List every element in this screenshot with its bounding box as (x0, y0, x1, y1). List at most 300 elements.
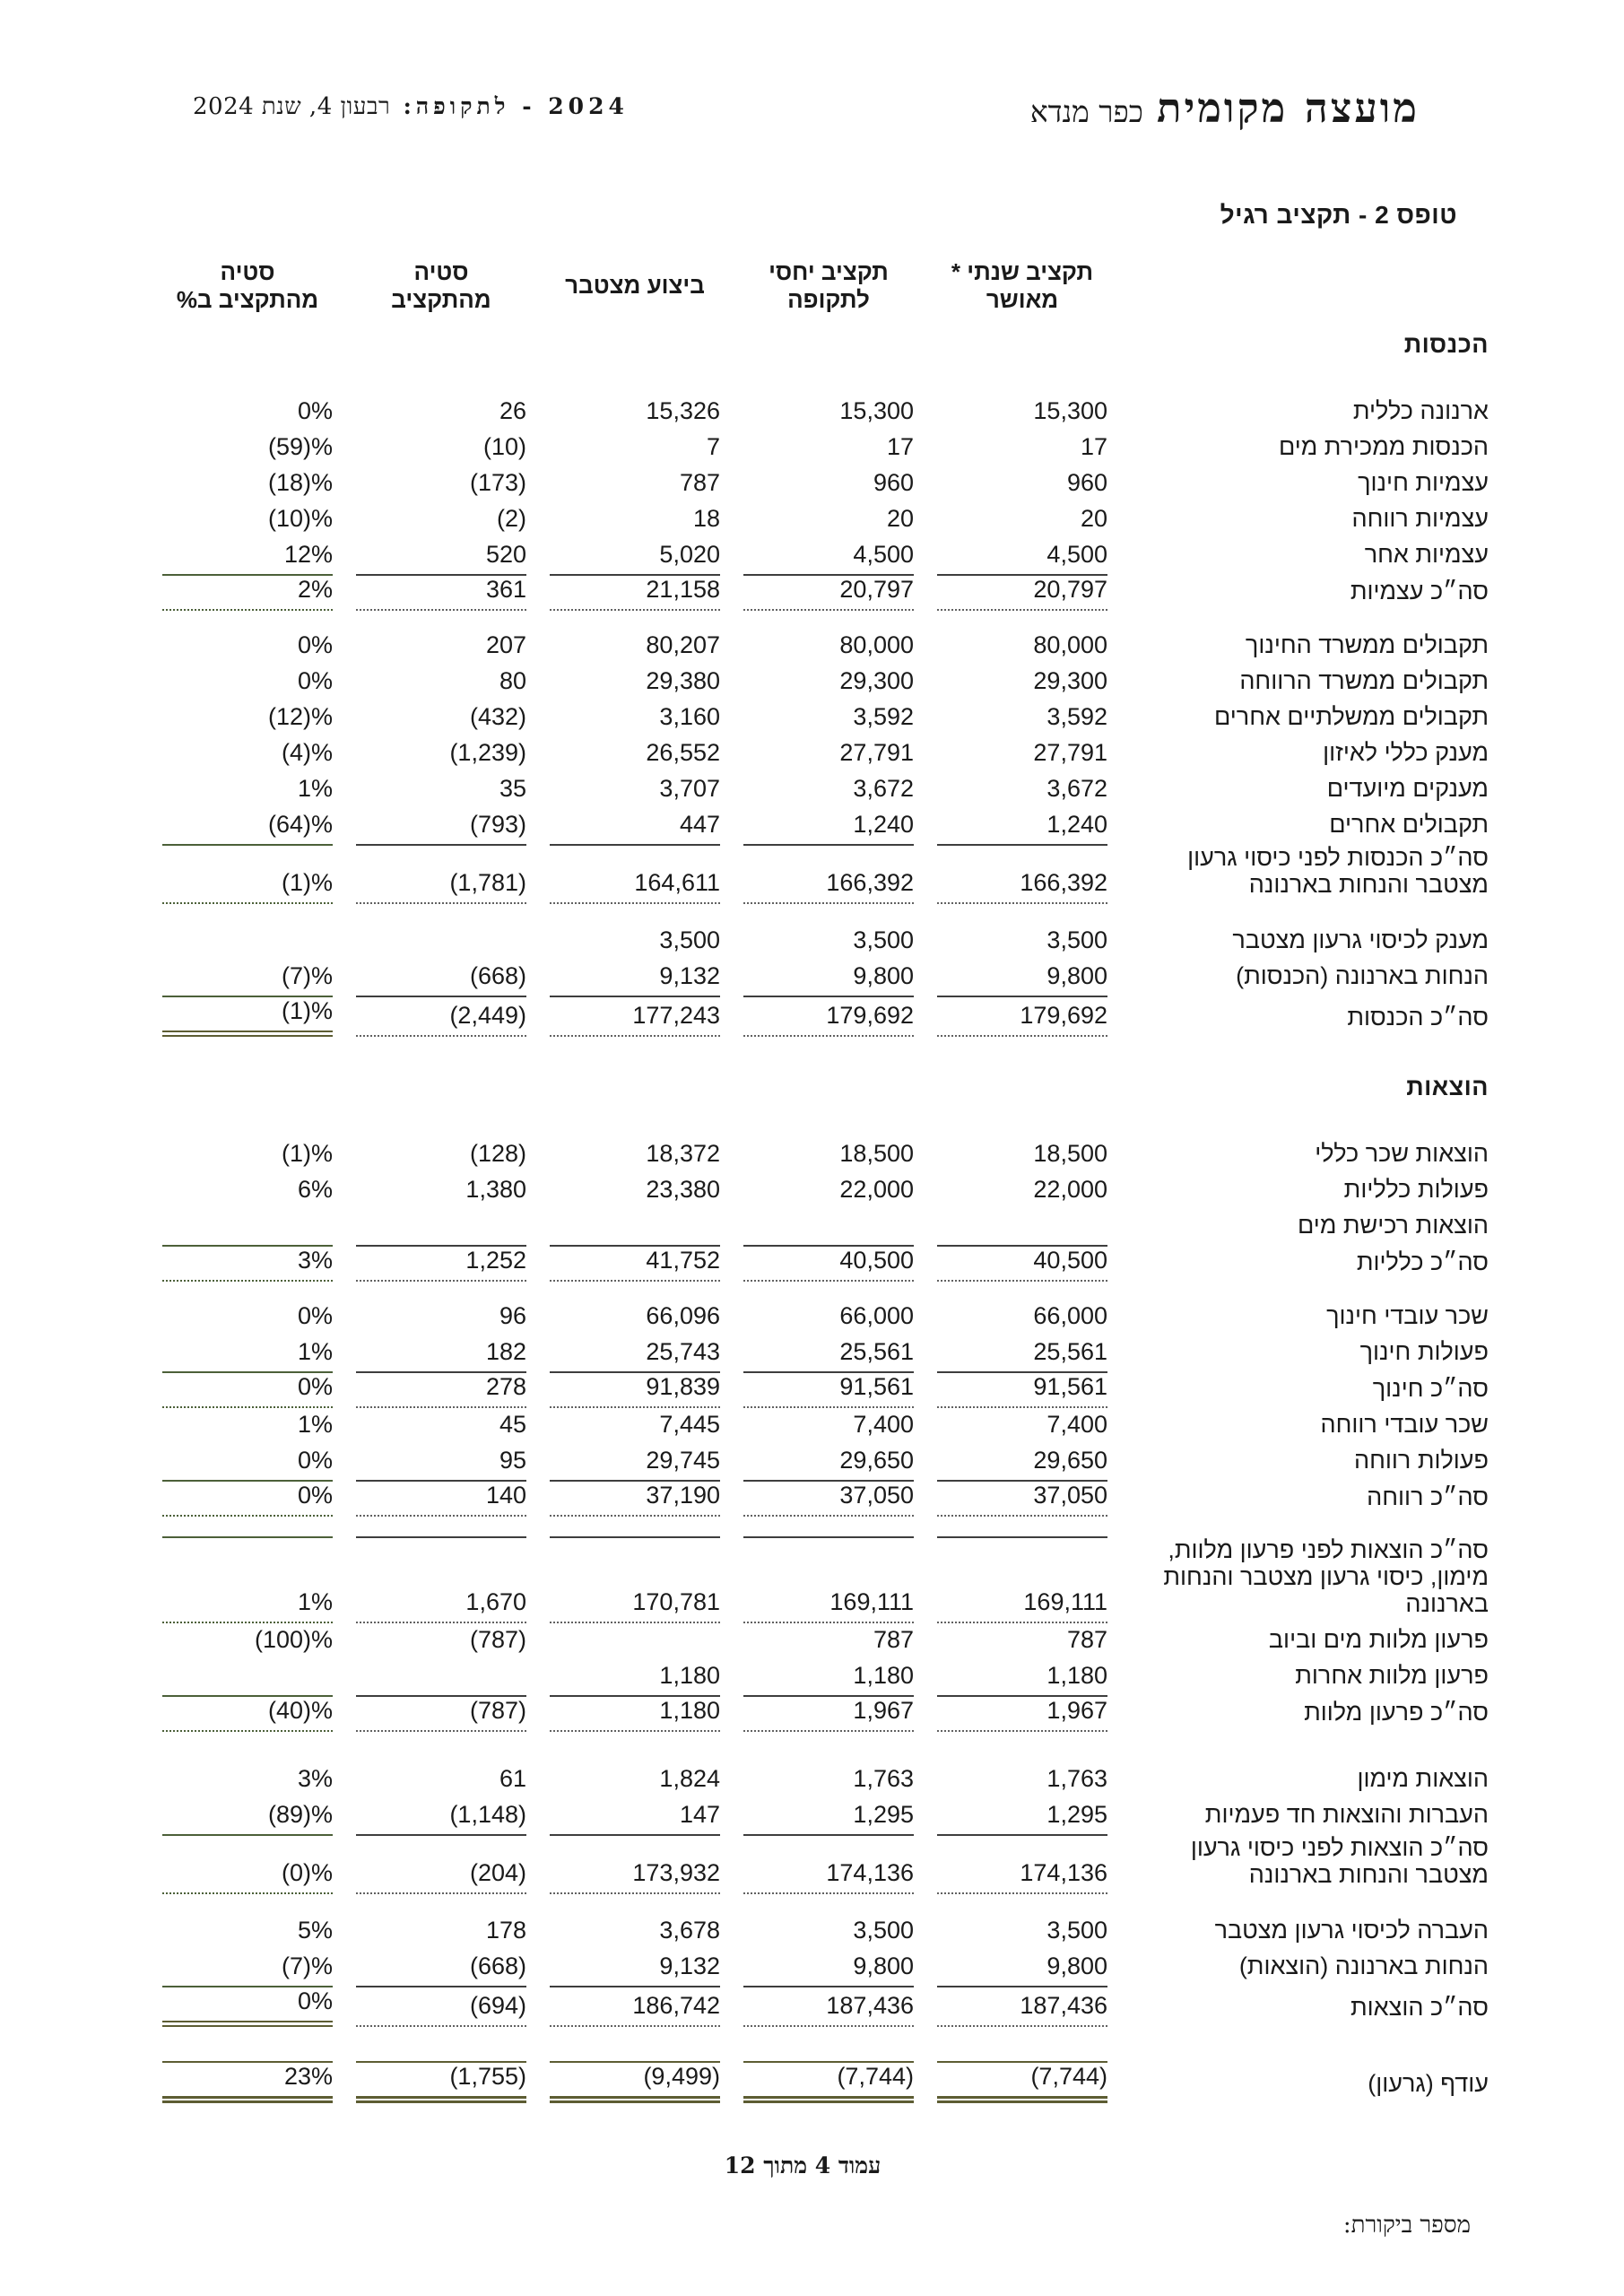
cell-deviation-pct: (10)% (267, 505, 333, 532)
row-label-line: סה״כ פרעון מלוות (1304, 1699, 1489, 1726)
cell-period-budget: 3,500 (853, 926, 914, 953)
cell-annual-budget (937, 1209, 1107, 1245)
cell-deviation-pct (162, 1659, 333, 1695)
cell-period-budget: 9,800 (853, 962, 914, 989)
cell-period-budget: 27,791 (839, 739, 914, 766)
row-label-line: סה״כ כלליות (1356, 1248, 1489, 1275)
cell-deviation-pct: (1)% (162, 996, 333, 1037)
cell-cumulative-actual: 3,707 (659, 775, 720, 802)
cell-cumulative-actual: 18 (692, 505, 720, 532)
spacer-cell (162, 314, 1489, 328)
table-row (162, 808, 1489, 844)
row-label (1131, 736, 1489, 772)
cell-deviation-pct: (59)% (267, 433, 333, 460)
cell-period-budget: 20 (886, 505, 914, 532)
row-label-line: העברות והוצאות חד פעמיות (1204, 1801, 1489, 1828)
cell-annual-budget: 80,000 (1033, 631, 1107, 658)
row-label (1131, 1834, 1489, 1894)
header-line: מאושר (986, 286, 1059, 313)
cell-annual-budget: 787 (1066, 1626, 1107, 1653)
row-label-line: עצמיות רווחה (1351, 505, 1489, 532)
cell-deviation: (787) (356, 1695, 526, 1732)
cell-deviation: (668) (469, 1952, 526, 1979)
row-label (1131, 1536, 1489, 1623)
cell-annual-budget: 3,500 (1046, 926, 1107, 953)
cell-annual-budget: 3,592 (1046, 703, 1107, 730)
table-row (162, 1300, 1489, 1335)
row-label (1131, 1950, 1489, 1986)
cell-deviation: 1,380 (465, 1176, 526, 1203)
budget-table (139, 258, 1512, 2103)
row-label (1131, 1300, 1489, 1335)
cell-deviation: 278 (356, 1371, 526, 1408)
cell-annual-budget: 3,500 (1046, 1917, 1107, 1944)
cell-period-budget: 960 (873, 469, 914, 496)
cell-cumulative-actual: 186,742 (550, 1986, 720, 2027)
row-label-line: תקבולים ממשלתיים אחרים (1214, 703, 1489, 730)
cell-deviation: 80 (499, 667, 526, 694)
cell-annual-budget: 40,500 (937, 1245, 1107, 1282)
spacer-row (162, 1282, 1489, 1300)
cell-annual-budget: 15,300 (1033, 397, 1107, 424)
cell-annual-budget: 179,692 (937, 996, 1107, 1037)
audit-number-label: מספר ביקורת: (1342, 2212, 1471, 2239)
cell-deviation-pct: (40)% (162, 1695, 333, 1732)
section-title: הוצאות (1406, 1074, 1489, 1100)
cell-annual-budget: 29,300 (1033, 667, 1107, 694)
row-label-line: הנחות בארנונה (הכנסות) (1236, 962, 1489, 989)
row-label (1131, 574, 1489, 611)
cell-annual-budget: 9,800 (1046, 962, 1107, 989)
spacer-row (162, 611, 1489, 629)
cell-deviation: (204) (356, 1834, 526, 1894)
cell-annual-budget: 20,797 (937, 574, 1107, 611)
cell-annual-budget: 22,000 (1033, 1176, 1107, 1203)
cell-period-budget: 22,000 (839, 1176, 914, 1203)
cell-period-budget: 3,500 (853, 1917, 914, 1944)
cell-period-budget: 29,300 (839, 667, 914, 694)
row-label-line: תקבולים ממשרד הרווחה (1239, 667, 1489, 694)
row-label (1131, 1798, 1489, 1834)
page-number: עמוד 4 מתוך 12 (724, 2152, 881, 2179)
row-label (1131, 844, 1489, 904)
cell-deviation-pct: (7)% (281, 1952, 333, 1979)
cell-annual-budget: 29,650 (1033, 1447, 1107, 1474)
section-row (162, 328, 1489, 364)
cell-cumulative-actual: 1,180 (659, 1662, 720, 1689)
cell-deviation-pct: (7)% (281, 962, 333, 989)
cell-cumulative-actual: 173,932 (550, 1834, 720, 1894)
cell-period-budget: 169,111 (743, 1536, 914, 1623)
cell-deviation: 35 (499, 775, 526, 802)
cell-period-budget (743, 1209, 914, 1245)
cell-deviation-pct: 0% (297, 1302, 333, 1329)
cell-period-budget: 179,692 (743, 996, 914, 1037)
row-label (1131, 629, 1489, 665)
cell-deviation: 361 (356, 574, 526, 611)
row-label (1131, 502, 1489, 538)
spacer-row (162, 314, 1489, 328)
cell-annual-budget: 3,672 (1046, 775, 1107, 802)
cell-deviation: (787) (469, 1626, 526, 1653)
cell-deviation: (128) (469, 1140, 526, 1167)
cell-cumulative-actual: 26,552 (646, 739, 720, 766)
table-row (162, 1173, 1489, 1209)
row-label-line: הוצאות שכר כללי (1315, 1140, 1489, 1167)
cell-deviation-pct: 1% (297, 1338, 333, 1365)
cell-annual-budget: 187,436 (937, 1986, 1107, 2027)
cell-annual-budget: 66,000 (1033, 1302, 1107, 1329)
spacer-row (162, 904, 1489, 924)
row-label (1131, 1408, 1489, 1444)
header-line: מהתקציב (391, 286, 491, 313)
cell-deviation-pct: 1% (162, 1536, 333, 1623)
cell-period-budget: 4,500 (853, 541, 914, 568)
spacer-cell (162, 904, 1489, 924)
cell-deviation-pct: 3% (162, 1245, 333, 1282)
table-row (162, 574, 1489, 611)
cell-period-budget: 29,650 (839, 1447, 914, 1474)
cell-deviation-pct: 2% (162, 574, 333, 611)
cell-deviation-pct: (1)% (281, 1140, 333, 1167)
cell-deviation-pct: 0% (162, 1480, 333, 1517)
cell-cumulative-actual: (9,499) (550, 2061, 720, 2103)
row-label (1131, 924, 1489, 960)
row-label-line: שכר עובדי חינוך (1326, 1302, 1489, 1329)
spacer-row (162, 1107, 1489, 1137)
spacer-row (162, 1732, 1489, 1762)
table-row (162, 844, 1489, 904)
cell-deviation: 26 (499, 397, 526, 424)
row-label (1131, 1914, 1489, 1950)
cell-period-budget: (7,744) (743, 2061, 914, 2103)
report-period (193, 93, 629, 120)
cell-deviation-pct: 6% (297, 1176, 333, 1203)
spacer-cell (162, 1037, 1489, 1071)
table-row (162, 1950, 1489, 1986)
cell-cumulative-actual: 447 (679, 811, 720, 838)
row-label (1131, 1137, 1489, 1173)
cell-period-budget: 1,295 (853, 1801, 914, 1828)
header-line: סטיה (413, 258, 469, 285)
row-label-line: סה״כ הכנסות לפני כיסוי גרעון (1187, 844, 1489, 871)
row-label-line: פרעון מלוות אחרות (1295, 1662, 1489, 1689)
header-deviation (356, 258, 526, 314)
cell-period-budget: 174,136 (743, 1834, 914, 1894)
table-row (162, 1798, 1489, 1834)
cell-deviation: 140 (356, 1480, 526, 1517)
row-label (1131, 1623, 1489, 1659)
row-label (1131, 1480, 1489, 1517)
cell-deviation-pct: 0% (162, 1371, 333, 1408)
row-label-line: שכר עובדי רווחה (1320, 1411, 1489, 1438)
cell-period-budget: 166,392 (743, 844, 914, 904)
table-header (162, 258, 1489, 314)
row-label-line: עודף (גרעון) (1368, 2070, 1489, 2097)
cell-annual-budget: 174,136 (937, 1834, 1107, 1894)
table-row (162, 1695, 1489, 1732)
table-row (162, 629, 1489, 665)
cell-deviation: (2,449) (356, 996, 526, 1037)
cell-cumulative-actual: 15,326 (646, 397, 720, 424)
spacer-cell (162, 1517, 1489, 1536)
cell-period-budget: 25,561 (839, 1338, 914, 1365)
table-row (162, 1659, 1489, 1695)
header-line: ביצוע מצטבר (565, 272, 705, 299)
cell-deviation-pct: 0% (297, 631, 333, 658)
table-row (162, 2061, 1489, 2103)
row-label-line: עצמיות חינוך (1358, 469, 1489, 496)
cell-deviation: (173) (469, 469, 526, 496)
cell-cumulative-actual: 37,190 (550, 1480, 720, 1517)
spacer-row (162, 1894, 1489, 1914)
cell-deviation: (694) (356, 1986, 526, 2027)
row-label-line: פעולות כלליות (1343, 1176, 1489, 1203)
cell-deviation: 520 (485, 541, 526, 568)
row-label-line: תקבולים ממשרד החינוך (1245, 631, 1489, 658)
row-label (1131, 808, 1489, 844)
spacer-cell (162, 611, 1489, 629)
budget-table-body (162, 314, 1489, 2103)
header-cumulative-actual (550, 258, 720, 314)
cell-deviation: 96 (499, 1302, 526, 1329)
table-row (162, 772, 1489, 808)
cell-deviation-pct: 0% (297, 667, 333, 694)
header-line: סטיה (220, 258, 275, 285)
row-label-line: מצטבר והנחות בארנונה (1248, 871, 1489, 898)
form-title: טופס 2 - תקציב רגיל (1220, 201, 1457, 229)
cell-deviation: 95 (499, 1447, 526, 1474)
cell-deviation-pct: 12% (283, 541, 333, 568)
cell-annual-budget: 960 (1066, 469, 1107, 496)
cell-annual-budget: 9,800 (1046, 1952, 1107, 1979)
row-label-line: סה״כ הכנסות (1347, 1004, 1489, 1031)
header-line: תקציב יחסי (769, 258, 889, 285)
row-label (1131, 1371, 1489, 1408)
cell-deviation: 182 (485, 1338, 526, 1365)
cell-deviation-pct: 5% (297, 1917, 333, 1944)
council-type: מועצה מקומית (1157, 84, 1420, 132)
cell-deviation: 178 (485, 1917, 526, 1944)
row-label (1131, 1173, 1489, 1209)
cell-deviation-pct: 1% (297, 775, 333, 802)
cell-cumulative-actual: 66,096 (646, 1302, 720, 1329)
row-label (1131, 1444, 1489, 1480)
table-row (162, 1986, 1489, 2027)
cell-deviation: 1,670 (356, 1536, 526, 1623)
cell-annual-budget: 169,111 (937, 1536, 1107, 1623)
row-label (1131, 1335, 1489, 1371)
row-label (1131, 395, 1489, 430)
cell-cumulative-actual: 7 (706, 433, 720, 460)
cell-annual-budget: 4,500 (1046, 541, 1107, 568)
cell-period-budget: 187,436 (743, 1986, 914, 2027)
cell-period-budget: 15,300 (839, 397, 914, 424)
table-row (162, 700, 1489, 736)
cell-period-budget: 91,561 (743, 1371, 914, 1408)
cell-deviation-pct: 23% (162, 2061, 333, 2103)
row-label (1131, 996, 1489, 1037)
table-row (162, 430, 1489, 466)
spacer-row (162, 1037, 1489, 1071)
cell-deviation: 61 (499, 1765, 526, 1792)
period-value: רבעון 4, שנת 2024 (193, 93, 391, 120)
row-label-line: מימון, כיסוי גרעון מצטבר והנחות (1163, 1563, 1489, 1590)
table-row (162, 502, 1489, 538)
table-row (162, 1444, 1489, 1480)
table-row (162, 996, 1489, 1037)
row-label-line: מענקים מיועדים (1326, 775, 1489, 802)
cell-deviation: (1,148) (449, 1801, 526, 1828)
table-row (162, 1623, 1489, 1659)
row-label-line: ארנונה כללית (1352, 397, 1489, 424)
cell-deviation-pct: 1% (297, 1411, 333, 1438)
header-label-spacer (1131, 258, 1489, 314)
cell-cumulative-actual: 25,743 (646, 1338, 720, 1365)
cell-cumulative-actual: 3,160 (659, 703, 720, 730)
cell-period-budget: 37,050 (743, 1480, 914, 1517)
cell-deviation: (432) (469, 703, 526, 730)
cell-deviation-pct: (4)% (281, 739, 333, 766)
cell-annual-budget: 1,295 (1046, 1801, 1107, 1828)
row-label (1131, 700, 1489, 736)
row-label (1131, 665, 1489, 700)
cell-period-budget: 80,000 (839, 631, 914, 658)
cell-cumulative-actual: 21,158 (550, 574, 720, 611)
cell-deviation: (1,755) (356, 2061, 526, 2103)
cell-cumulative-actual: 18,372 (646, 1140, 720, 1167)
cell-deviation: 207 (485, 631, 526, 658)
table-row (162, 1209, 1489, 1245)
cell-period-budget: 66,000 (839, 1302, 914, 1329)
header-period-budget (743, 258, 914, 314)
row-label-line: תקבולים אחרים (1329, 811, 1489, 838)
cell-annual-budget: 91,561 (937, 1371, 1107, 1408)
cell-cumulative-actual: 1,824 (659, 1765, 720, 1792)
table-row (162, 1480, 1489, 1517)
spacer-row (162, 1517, 1489, 1536)
table-row (162, 1914, 1489, 1950)
cell-cumulative-actual: 787 (679, 469, 720, 496)
row-label-line: סה״כ רווחה (1367, 1483, 1489, 1510)
cell-annual-budget: (7,744) (937, 2061, 1107, 2103)
cell-cumulative-actual: 3,678 (659, 1917, 720, 1944)
cell-annual-budget: 1,240 (1046, 811, 1107, 838)
row-label-line: מענק לכיסוי גרעון מצטבר (1232, 926, 1489, 953)
cell-deviation: (10) (482, 433, 526, 460)
cell-cumulative-actual (550, 1623, 720, 1659)
cell-deviation-pct (162, 1209, 333, 1245)
table-row (162, 736, 1489, 772)
cell-annual-budget: 27,791 (1033, 739, 1107, 766)
row-label (1131, 1209, 1489, 1245)
council-title (1030, 84, 1420, 132)
row-label (1131, 430, 1489, 466)
cell-annual-budget: 20 (1080, 505, 1107, 532)
spacer-cell (162, 2027, 1489, 2061)
cell-cumulative-actual: 9,132 (659, 962, 720, 989)
cell-deviation: 1,252 (356, 1245, 526, 1282)
row-label-line: פעולות רווחה (1353, 1447, 1489, 1474)
row-label (1131, 772, 1489, 808)
spacer-row (162, 364, 1489, 395)
row-label (1131, 1695, 1489, 1732)
cell-period-budget: 18,500 (839, 1140, 914, 1167)
table-row (162, 1245, 1489, 1282)
row-label-line: סה״כ עצמיות (1350, 578, 1489, 604)
row-label (1131, 960, 1489, 996)
table-row (162, 1371, 1489, 1408)
cell-deviation-pct: 0% (297, 397, 333, 424)
section-row (162, 1071, 1489, 1107)
cell-deviation (356, 1659, 526, 1695)
cell-cumulative-actual: 23,380 (646, 1176, 720, 1203)
cell-period-budget: 1,240 (853, 811, 914, 838)
row-label (1131, 1659, 1489, 1695)
cell-cumulative-actual: 29,745 (646, 1447, 720, 1474)
cell-annual-budget: 17 (1080, 433, 1107, 460)
row-label-line: הכנסות ממכירת מים (1278, 433, 1489, 460)
cell-deviation (356, 924, 526, 960)
table-row (162, 1536, 1489, 1623)
cell-deviation-pct: (1)% (162, 844, 333, 904)
cell-deviation: 45 (499, 1411, 526, 1438)
header-line: מהתקציב ב% (176, 286, 319, 313)
row-label (1131, 1245, 1489, 1282)
table-row (162, 538, 1489, 574)
cell-annual-budget: 18,500 (1033, 1140, 1107, 1167)
row-label-line: סה״כ הוצאות (1350, 1994, 1489, 2021)
cell-deviation: (668) (469, 962, 526, 989)
cell-period-budget: 7,400 (853, 1411, 914, 1438)
row-label-line: עצמיות אחר (1364, 541, 1489, 568)
row-label (1131, 1762, 1489, 1798)
cell-deviation: (2) (497, 505, 526, 532)
cell-deviation-pct: 0% (297, 1447, 333, 1474)
cell-period-budget: 17 (886, 433, 914, 460)
row-label-line: פרעון מלוות מים וביוב (1268, 1626, 1489, 1653)
cell-cumulative-actual: 3,500 (659, 926, 720, 953)
table-row (162, 395, 1489, 430)
table-row (162, 466, 1489, 502)
cell-period-budget: 20,797 (743, 574, 914, 611)
cell-deviation: (1,781) (356, 844, 526, 904)
row-label (1131, 538, 1489, 574)
cell-period-budget: 3,672 (853, 775, 914, 802)
header-line (550, 300, 720, 313)
table-row (162, 1834, 1489, 1894)
cell-annual-budget: 166,392 (937, 844, 1107, 904)
cell-cumulative-actual: 91,839 (550, 1371, 720, 1408)
row-label-line: סה״כ הוצאות לפני כיסוי גרעון (1190, 1834, 1489, 1861)
row-label-line: סה״כ חינוך (1372, 1375, 1489, 1402)
table-row (162, 1762, 1489, 1798)
cell-period-budget: 1,763 (853, 1765, 914, 1792)
cell-deviation-pct: 3% (297, 1765, 333, 1792)
header-line: תקציב שנתי * (951, 258, 1094, 285)
spacer-row (162, 2027, 1489, 2061)
spacer-cell (162, 1894, 1489, 1914)
section-title: הכנסות (1403, 331, 1489, 358)
cell-cumulative-actual: 170,781 (550, 1536, 720, 1623)
cell-deviation-pct: (12)% (267, 703, 333, 730)
cell-cumulative-actual: 7,445 (659, 1411, 720, 1438)
row-label (1131, 1986, 1489, 2027)
row-label-line: בארנונה (1405, 1590, 1489, 1617)
spacer-cell (162, 1732, 1489, 1762)
cell-annual-budget: 1,180 (1046, 1662, 1107, 1689)
cell-cumulative-actual (550, 1209, 720, 1245)
